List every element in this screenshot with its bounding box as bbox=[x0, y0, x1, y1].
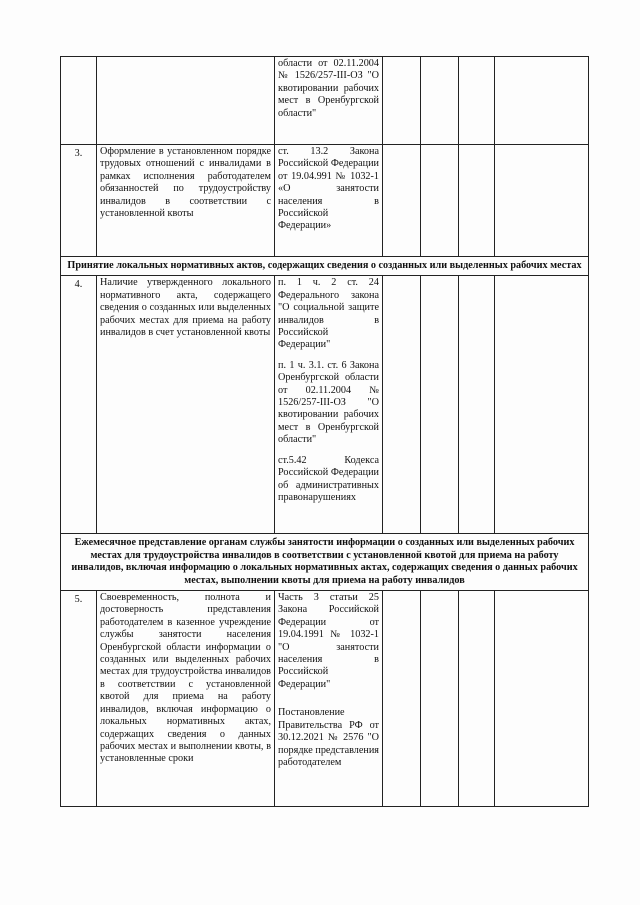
table-row bbox=[61, 57, 589, 145]
note-cell bbox=[495, 57, 589, 145]
legal-basis-item: ст.5.42 Кодекса Российской Федерации об административных правонарушениях bbox=[278, 454, 379, 503]
row-number-cell bbox=[61, 57, 97, 145]
legal-basis-item: Постановление Правительства РФ от 30.12.2021 № 2576 "О порядке представления работодателем bbox=[278, 707, 379, 768]
section-header-row bbox=[61, 257, 589, 276]
note-cell bbox=[495, 145, 589, 257]
legal-basis-cell bbox=[275, 276, 383, 534]
answer-no-cell bbox=[421, 276, 459, 534]
legal-basis-item: п. 1 ч. 3.1. ст. 6 Закона Оренбургской области от 02.11.2004 № 1526/257-III-ОЗ "О квотировании рабочих мест в Оренбургской области" bbox=[278, 359, 379, 446]
answer-yes-cell bbox=[383, 591, 421, 807]
requirement-cell: Своевременность, полнота и достоверность представления работодателем в казенное учреждение службы занятости населения Оренбургской области информации о созданных или выделенных рабочих местах для трудоустройства инвалидов в соответствии с установленной квотой для приема на работу инвалидов, включая информацию о локальных нормативных актах, содержащих сведения о данных рабочих местах и выполнении квоты, в установленные сроки bbox=[97, 591, 275, 807]
requirement-cell: Наличие утвержденного локального нормативного акта, содержащего сведения о созданных или выделенных рабочих местах для приема на работу инвалидов в счет установленной квоты bbox=[97, 276, 275, 534]
legal-basis-cell: ст. 13.2 Закона Российской Федерации от 19.04.991 № 1032-1 «О занятости населения в Российской Федерации» bbox=[275, 145, 383, 257]
section-title: Ежемесячное представление органам службы занятости информации о созданных или выделенных рабочих местах для трудоустройства инвалидов в соответствии с установленной квотой для приема на работу инвалидов, включая информацию о локальных нормативных актах, содержащих сведения о данных рабочих местах, выполнении квоты для приема на работу инвалидов bbox=[61, 534, 589, 591]
answer-no-cell bbox=[421, 591, 459, 807]
answer-no-cell bbox=[421, 57, 459, 145]
legal-basis-cell bbox=[275, 591, 383, 807]
answer-na-cell bbox=[459, 591, 495, 807]
row-number-cell: 4. bbox=[61, 276, 97, 534]
legal-basis-item: п. 1 ч. 2 ст. 24 Федерального закона "О социальной защите инвалидов в Российской Федерации" bbox=[278, 277, 379, 351]
requirement-cell bbox=[97, 57, 275, 145]
section-header-row bbox=[61, 534, 589, 591]
answer-yes-cell bbox=[383, 276, 421, 534]
answer-na-cell bbox=[459, 57, 495, 145]
table-row bbox=[61, 145, 589, 257]
row-number-cell: 5. bbox=[61, 591, 97, 807]
answer-no-cell bbox=[421, 145, 459, 257]
requirement-cell: Оформление в установленном порядке трудовых отношений с инвалидами в рамках исполнения работодателем обязанностей по трудоустройству инвалидов в соответствии с установленной квоты bbox=[97, 145, 275, 257]
answer-na-cell bbox=[459, 276, 495, 534]
answer-na-cell bbox=[459, 145, 495, 257]
section-title: Принятие локальных нормативных актов, содержащих сведения о созданных или выделенных рабочих местах bbox=[61, 257, 589, 276]
row-number-cell: 3. bbox=[61, 145, 97, 257]
legal-basis-item: Часть 3 статьи 25 Закона Российской Федерации от 19.04.1991 № 1032-1 "О занятости населения в Российской Федерации" bbox=[278, 592, 379, 690]
table-row bbox=[61, 276, 589, 534]
note-cell bbox=[495, 591, 589, 807]
answer-yes-cell bbox=[383, 57, 421, 145]
note-cell bbox=[495, 276, 589, 534]
checklist-table bbox=[60, 56, 589, 807]
answer-yes-cell bbox=[383, 145, 421, 257]
legal-basis-cell: области от 02.11.2004 № 1526/257-III-ОЗ "О квотировании рабочих мест в Оренбургской области" bbox=[275, 57, 383, 145]
table-row bbox=[61, 591, 589, 807]
